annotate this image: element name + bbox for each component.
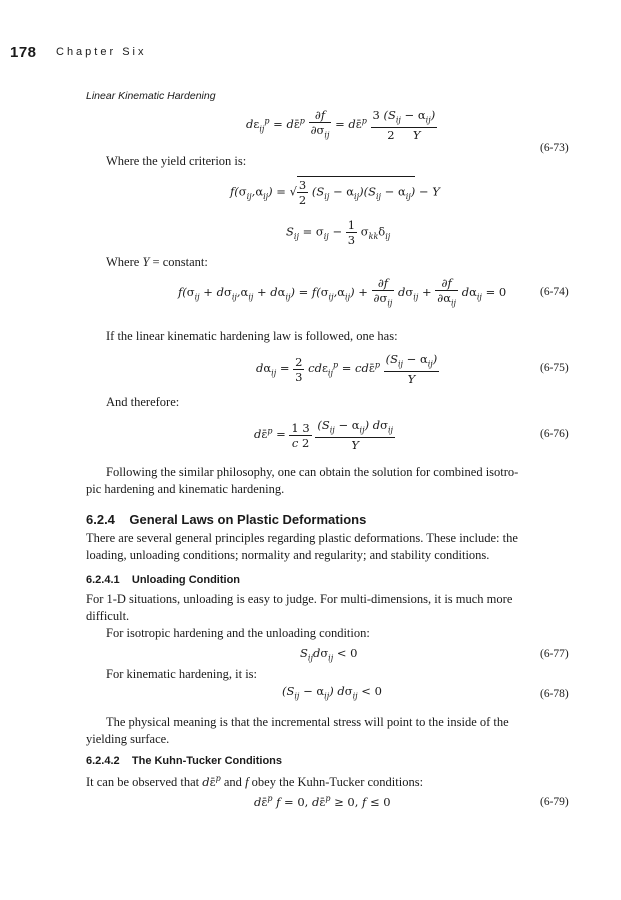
kt-intro-pre: It can be observed that [86, 774, 200, 789]
equation-number-6-79: (6-79) [540, 796, 569, 808]
equation-number-6-75: (6-75) [540, 362, 569, 374]
equation-plastic-strain: dε̄$^p$ = $\frac{1 3}{c 2}$ $\frac{(S_{ij} - \alpha_{ij}) d\sigma_{ij}}{Y}$ [254, 418, 393, 453]
general-intro-line-1: There are several general principles regarding plastic deformations. These include: the [86, 531, 518, 545]
kt-intro: It can be observed that dε̄$^p$ and f obey the Kuhn-Tucker conditions: [86, 774, 424, 789]
equation-kuhn-tucker: dε̄$^p$ f = 0, dε̄$^p$ ≥ 0, f ≤ 0 [254, 794, 391, 809]
yield-intro: Where the yield criterion is: [106, 154, 247, 168]
section-6-2-4-1-heading [86, 574, 240, 586]
section-6-2-4-heading [86, 512, 366, 527]
equation-yield-criterion: $f(\sigma_{ij},\alpha_{ij})$ = √ $\frac{3}{2}$ $(S_{ij} - \alpha_{ij})(S_{ij} - \alpha_{ij}) - Y$ [230, 178, 440, 207]
subsection-title: Unloading Condition [131, 574, 241, 586]
equation-kin-unload: $(S_{ij} - \alpha_{ij}) d\sigma_{ij} < 0$ [282, 684, 382, 701]
equation-iso-unload: $S_{ij}d\sigma_{ij} < 0$ [300, 646, 358, 663]
linear-law-text: If the linear kinematic hardening law is followed, one has: [106, 329, 398, 343]
section-number: 6.2.4 [86, 512, 115, 527]
unload-line-1: For 1-D situations, unloading is easy to judge. For multi-dimensions, it is much more [86, 592, 513, 606]
page-number: 178 [10, 44, 37, 61]
section-6-2-4-2-heading [86, 755, 282, 767]
subsection-number: 6.2.4.2 [86, 755, 120, 767]
kt-intro-post: obey the Kuhn-Tucker conditions: [251, 774, 424, 789]
equation-number-6-76: (6-76) [540, 428, 569, 440]
equation-number-6-78: (6-78) [540, 688, 569, 700]
subsection-number: 6.2.4.1 [86, 574, 120, 586]
equation-deviatoric-stress: $S_{ij} = \sigma_{ij}$ − $\frac{1}{3}$ $\sigma_{kk}\delta_{ij}$ [286, 218, 391, 247]
y-constant-text: Where Y = constant: [106, 255, 208, 269]
kin-unload-text: For kinematic hardening, it is: [106, 667, 258, 681]
physical-line-2: yielding surface. [86, 732, 170, 746]
following-line-2: pic hardening and kinematic hardening. [86, 482, 285, 496]
chapter-title: Chapter Six [56, 46, 147, 58]
equation-kinematic-law: $d\alpha_{ij}$ = $\frac{2}{3}$ cdε$_{ij}^p$ = cdε̄$^p$ $\frac{(S_{ij} - \alpha_{ij})}{Y}$ [256, 352, 438, 387]
equation-number-6-74: (6-74) [540, 286, 569, 298]
section-title: General Laws on Plastic Deformations [129, 512, 367, 527]
kt-intro-mid: and [223, 774, 242, 789]
equation-number-6-77: (6-77) [540, 648, 569, 660]
subheading-linear-kinematic: Linear Kinematic Hardening [86, 90, 216, 102]
equation-flow-rule: $d\varepsilon_{ij}^p$ = dε̄$^p$ $\frac{\partial f}{\partial\sigma_{ij}}$ = dε̄$^p$ $\frac{3 (S_{ij} - \alpha_{ij})}{2 Y}$ [246, 108, 436, 143]
iso-unload-text: For isotropic hardening and the unloading condition: [106, 626, 370, 640]
general-intro-line-2: loading, unloading conditions; normality and regularity; and stability conditions. [86, 548, 490, 562]
subsection-title: The Kuhn-Tucker Conditions [131, 755, 282, 767]
unload-line-2: difficult. [86, 609, 130, 623]
therefore-text: And therefore: [106, 395, 180, 409]
following-line-1: Following the similar philosophy, one can obtain the solution for combined isotro- [106, 465, 519, 479]
equation-consistency: $f(\sigma_{ij} + d\sigma_{ij},\alpha_{ij} + d\alpha_{ij}) = f(\sigma_{ij},\alpha_{ij})$ + $\frac{\partial f}{\partial\sigma_{ij}}$ $d\sigma_{ij}$ + $\frac{\partial f}{\partial\alpha_{ij}}$ $d\alpha_{ij} = 0$ [178, 276, 507, 308]
physical-line-1: The physical meaning is that the incremental stress will point to the inside of the [106, 715, 509, 729]
equation-number-6-73: (6-73) [540, 142, 569, 154]
